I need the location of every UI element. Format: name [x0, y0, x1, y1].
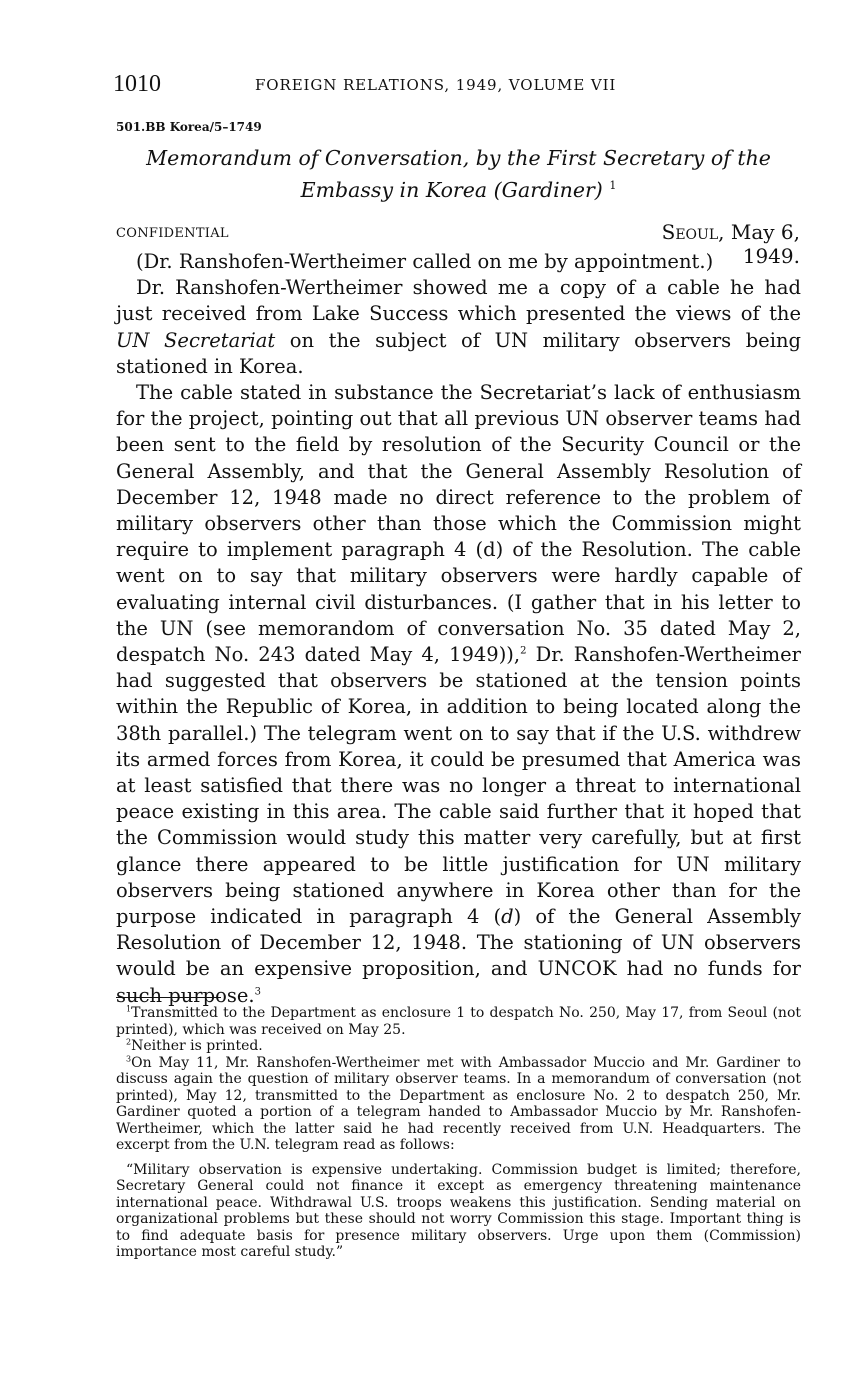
- memo-title-text: Memorandum of Conversation, by the First Secretary of the Embassy in Korea (Gardiner): [146, 146, 771, 202]
- footnote-ref-1: 1: [609, 179, 617, 192]
- footnote-1-text: Transmitted to the Department as enclosure 1 to despatch No. 250, May 17, from Seoul (not printed), which was received on May 25.: [116, 1005, 801, 1038]
- footnote-1: [116, 1005, 801, 1038]
- footnote-ref-2: 2: [520, 645, 527, 657]
- footnote-ref-3: 3: [254, 986, 261, 998]
- paragraph-3-italic: d: [501, 905, 514, 929]
- footnote-2: [116, 1038, 801, 1055]
- footnote-1-mark: 1: [126, 1004, 132, 1014]
- paragraph-2-text-b: on the subject of UN military observers being stationed in Korea.: [116, 328, 801, 378]
- footnote-3-mark: 3: [126, 1053, 132, 1063]
- footnote-2-mark: 2: [126, 1037, 132, 1047]
- memo-body: [116, 249, 801, 1009]
- footnote-3: [116, 1055, 801, 1154]
- paragraph-3-text-c: ) of the General Assembly Resolution of December 12, 1948. The stationing of UN observers would be an expensive proposition, and UNCOK had no funds for such purpose.: [116, 905, 801, 1007]
- paragraph-3: [116, 380, 801, 1009]
- footnote-3-quote: “Military observation is expensive undertaking. Commission budget is limited; therefore, Secretary General could not finance it except as emergency threatening maintenance international peace. Withdrawal U.S. troops weakens this justification. Sending material on organizational problems but these should not worry Commission this stage. Important thing is to find adequate basis for presence military observers. Urge upon them (Commission) importance most careful study.”: [116, 1161, 801, 1260]
- paragraph-2-text-a: Dr. Ranshofen-Wertheimer showed me a copy of a cable he had just received from Lake Success which presented the views of the: [116, 276, 801, 326]
- paragraph-3-text-a: The cable stated in substance the Secretariat’s lack of enthusiasm for the project, pointing out that all previous UN observer teams had been sent to the field by resolution of the Security Council or the General Assembly, and that the General Assembly Resolution of December 12, 1948 made no direct reference to the problem of military observers other than those which the Commission might require to implement paragraph 4 (d) of the Resolution. The cable went on to say that military observers were hardly capable of evaluating internal civil disturbances. (I gather that in his letter to the UN (see memorandom of conversation No. 35 dated May 2, despatch No. 243 dated May 4, 1949)),: [116, 381, 801, 667]
- running-head: FOREIGN RELATIONS, 1949, VOLUME VII: [255, 76, 617, 94]
- dateline-place: Seoul: [661, 220, 719, 244]
- footnotes: [116, 1005, 801, 1261]
- dateline-date: , May 6, 1949.: [718, 220, 800, 268]
- footnote-2-text: Neither is printed.: [131, 1038, 263, 1054]
- page-number: 1010: [113, 71, 161, 97]
- paragraph-2-italic: UN Secretariat: [116, 328, 276, 352]
- footnote-3-text: On May 11, Mr. Ranshofen-Wertheimer met with Ambassador Muccio and Mr. Gardiner to discuss again the question of military observer teams. In a memorandum of conversation (not printed), May 12, transmitted to the Department as enclosure No. 2 to despatch 250, Mr. Gardiner quoted a portion of a telegram handed to Ambassador Muccio by Mr. Ranshofen-Wertheimer, which the latter said he had recently received from U.N. Headquarters. The excerpt from the U.N. telegram read as follows:: [116, 1054, 801, 1153]
- memo-title: [116, 144, 801, 204]
- paragraph-1: (Dr. Ranshofen-Wertheimer called on me by appointment.): [136, 250, 714, 273]
- paragraph-3-text-b: Dr. Ranshofen-Wertheimer had suggested that observers be stationed at the tension points within the Republic of Korea, in addition to being located along the 38th parallel.) The telegram went on to say that if the U.S. withdrew its armed forces from Korea, it could be presumed that America was at least satisfied that there was no longer a threat to international peace existing in this area. The cable said further that it hoped that the Commission would study this matter very carefully, but at first glance there appeared to be little justification for UN military observers being stationed anywhere in Korea other than for the purpose indicated in paragraph 4 (: [116, 643, 801, 929]
- classification-label: CONFIDENTIAL: [116, 226, 229, 241]
- paragraph-2: [116, 275, 801, 380]
- footnote-divider: [116, 997, 221, 998]
- file-reference: 501.BB Korea/5–1749: [116, 120, 262, 134]
